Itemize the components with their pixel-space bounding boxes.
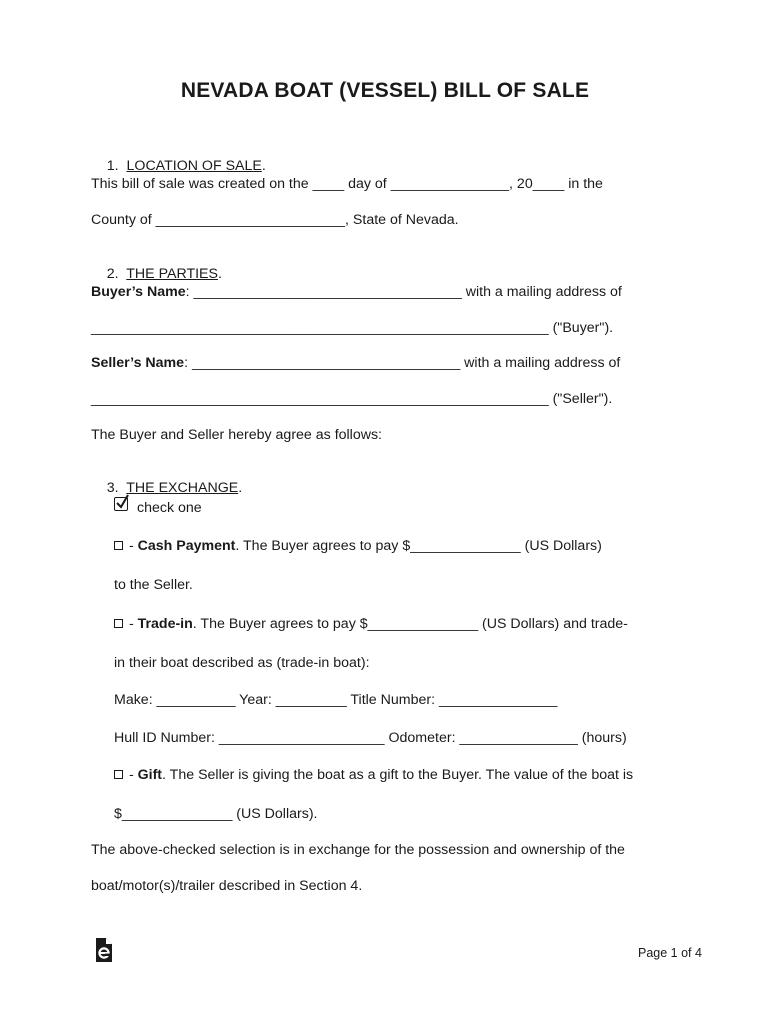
section-title: THE PARTIES <box>126 266 218 282</box>
trade-in-hull-line[interactable]: Hull ID Number: _____________________ Odometer: _______________ (hours) <box>114 730 627 746</box>
closing-line-1: The above-checked selection is in exchange for the possession and ownership of the <box>91 842 625 858</box>
seller-name-label: Seller’s Name <box>91 355 185 371</box>
section-title-period: . <box>217 266 222 282</box>
agreement-line: The Buyer and Seller hereby agree as follows: <box>91 427 383 443</box>
section-number: 3. <box>106 480 119 496</box>
section-number: 1. <box>106 158 119 174</box>
buyer-name-line <box>91 283 622 301</box>
closing-line-2: boat/motor(s)/trailer described in Section 4. <box>91 878 363 894</box>
buyer-name-label: Buyer’s Name <box>91 284 186 300</box>
cash-checkbox[interactable] <box>114 541 123 550</box>
gift-label: Gift <box>137 767 163 783</box>
cash-payment-line2: to the Seller. <box>114 577 193 593</box>
buyer-name-field[interactable]: : __________________________________ with a mailing address of <box>185 284 622 300</box>
seller-name-line <box>91 354 620 372</box>
trade-in-checkbox[interactable] <box>114 619 123 628</box>
eforms-logo-icon <box>94 937 114 963</box>
document-title: NEVADA BOAT (VESSEL) BILL OF SALE <box>180 79 590 102</box>
buyer-address-line[interactable]: __________________________________________________________ ("Buyer"). <box>91 320 614 336</box>
seller-name-field[interactable]: : __________________________________ with a mailing address of <box>184 355 621 371</box>
section-title-period: . <box>238 480 243 496</box>
option-dash: - <box>125 538 138 554</box>
gift-option[interactable] <box>114 766 633 784</box>
cash-payment-text: . The Buyer agrees to pay $______________ (US Dollars) <box>235 538 602 554</box>
trade-in-label: Trade-in <box>137 616 193 632</box>
section-title-period: . <box>261 158 266 174</box>
trade-in-text: . The Buyer agrees to pay $______________ (US Dollars) and trade- <box>192 616 628 632</box>
section-number: 2. <box>106 266 119 282</box>
cash-payment-label: Cash Payment <box>137 538 236 554</box>
option-dash: - <box>125 616 138 632</box>
trade-in-option[interactable] <box>114 615 628 633</box>
checked-box-icon <box>114 497 128 511</box>
section-title: LOCATION OF SALE <box>126 158 262 174</box>
gift-checkbox[interactable] <box>114 770 123 779</box>
trade-in-line2: in their boat described as (trade-in boat): <box>114 655 370 671</box>
check-one-label: check one <box>137 500 202 516</box>
date-line: This bill of sale was created on the ____ day of _______________, 20____ in the <box>91 176 603 192</box>
gift-value-line[interactable]: $______________ (US Dollars). <box>114 806 318 822</box>
section-title: THE EXCHANGE <box>126 480 239 496</box>
county-line: County of ________________________, State of Nevada. <box>91 212 459 228</box>
option-dash: - <box>125 767 138 783</box>
checkmark-icon <box>114 493 132 511</box>
cash-payment-option[interactable] <box>114 537 602 555</box>
gift-text: . The Seller is giving the boat as a gift to the Buyer. The value of the boat is <box>162 767 634 783</box>
trade-in-make-line[interactable]: Make: __________ Year: _________ Title Number: _______________ <box>114 692 558 708</box>
page-number: Page 1 of 4 <box>638 946 702 960</box>
seller-address-line[interactable]: __________________________________________________________ ("Seller"). <box>91 391 613 407</box>
